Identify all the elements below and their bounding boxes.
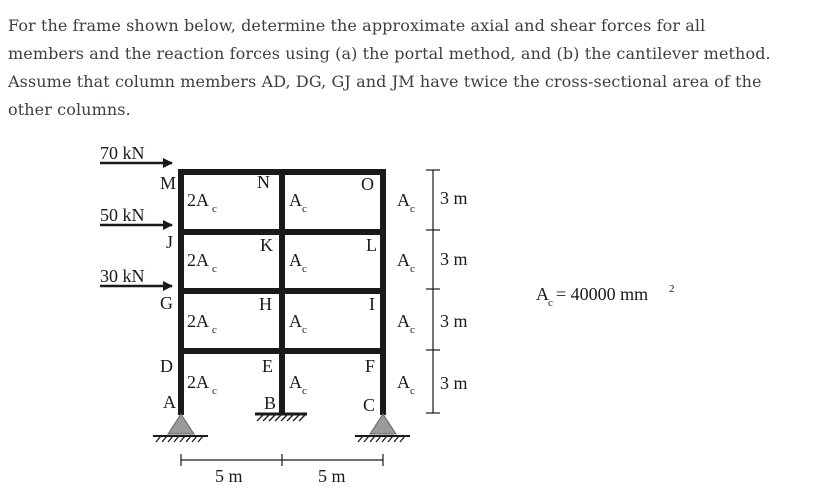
area-label-cf — [397, 372, 415, 397]
node-d: D — [160, 356, 173, 376]
svg-text:A: A — [289, 250, 302, 270]
storey-height-2: 3 m — [440, 311, 468, 331]
storey-height-3: 3 m — [440, 249, 468, 269]
node-b: B — [264, 393, 277, 413]
load-label-30: 30 kN — [100, 266, 145, 286]
svg-text:A: A — [289, 311, 302, 331]
svg-text:c: c — [410, 263, 415, 275]
svg-text:A: A — [536, 284, 549, 304]
svg-text:c: c — [302, 385, 307, 397]
node-l: L — [366, 235, 377, 255]
svg-text:2: 2 — [669, 283, 675, 295]
area-label-ad — [187, 372, 217, 397]
area-label-hk — [289, 250, 307, 275]
pin-support-a — [153, 414, 208, 442]
area-label-gj — [187, 250, 217, 275]
area-label-be — [289, 372, 307, 397]
area-label-dg — [187, 311, 217, 336]
svg-text:c: c — [212, 324, 217, 336]
area-note — [536, 283, 675, 309]
node-c: C — [363, 395, 376, 415]
area-label-jm — [187, 190, 217, 215]
node-k: K — [260, 235, 273, 255]
svg-text:c: c — [548, 297, 553, 309]
svg-text:c: c — [302, 203, 307, 215]
svg-text:2A: 2A — [187, 190, 209, 210]
bay-width-2: 5 m — [318, 466, 346, 486]
svg-text:c: c — [410, 324, 415, 336]
node-a: A — [163, 392, 176, 412]
fixed-support-b — [255, 414, 307, 421]
svg-text:c: c — [212, 203, 217, 215]
svg-text:= 40000 mm: = 40000 mm — [556, 284, 649, 304]
svg-text:A: A — [397, 190, 410, 210]
load-label-70: 70 kN — [100, 143, 145, 163]
svg-text:2A: 2A — [187, 311, 209, 331]
node-m: M — [160, 173, 177, 193]
area-label-il — [397, 250, 415, 275]
svg-text:c: c — [302, 263, 307, 275]
node-f: F — [365, 356, 376, 376]
node-h: H — [259, 294, 272, 314]
svg-text:A: A — [289, 372, 302, 392]
pin-support-c — [355, 414, 410, 442]
svg-text:A: A — [397, 311, 410, 331]
storey-height-1: 3 m — [440, 373, 468, 393]
svg-text:A: A — [397, 250, 410, 270]
area-label-eh — [289, 311, 307, 336]
node-o: O — [361, 174, 374, 194]
svg-text:2A: 2A — [187, 250, 209, 270]
area-label-kn — [289, 190, 307, 215]
height-dimension-line — [426, 170, 440, 413]
node-i: I — [369, 294, 375, 314]
area-label-lo — [397, 190, 415, 215]
svg-text:c: c — [302, 324, 307, 336]
svg-text:A: A — [397, 372, 410, 392]
node-n: N — [257, 172, 270, 192]
bay-dimension-line — [181, 454, 383, 466]
node-e: E — [262, 356, 273, 376]
node-g: G — [160, 293, 173, 313]
svg-text:A: A — [289, 190, 302, 210]
svg-text:2A: 2A — [187, 372, 209, 392]
problem-line-2: members and the reaction forces using (a) the portal method, and (b) the cantilever method. — [8, 44, 771, 63]
bay-width-1: 5 m — [215, 466, 243, 486]
problem-line-3: Assume that column members AD, DG, GJ and JM have twice the cross-sectional area of the — [8, 72, 762, 91]
storey-height-4: 3 m — [440, 188, 468, 208]
load-label-50: 50 kN — [100, 205, 145, 225]
problem-line-1: For the frame shown below, determine the approximate axial and shear forces for all — [8, 16, 706, 35]
svg-text:c: c — [212, 385, 217, 397]
problem-line-4: other columns. — [8, 100, 131, 119]
svg-text:c: c — [410, 385, 415, 397]
svg-text:c: c — [212, 263, 217, 275]
node-j: J — [166, 232, 174, 252]
svg-text:c: c — [410, 203, 415, 215]
area-label-fi — [397, 311, 415, 336]
